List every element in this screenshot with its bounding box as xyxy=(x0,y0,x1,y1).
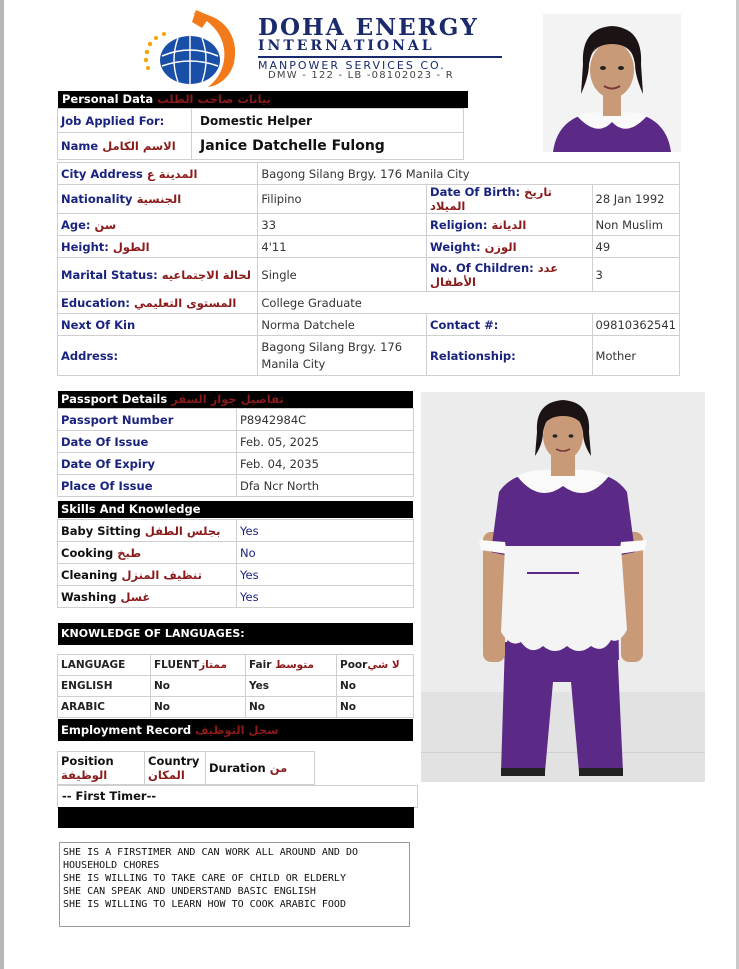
passport-place-value: Dfa Ncr North xyxy=(237,475,414,497)
skills-table xyxy=(57,519,414,608)
skill-row xyxy=(58,586,414,608)
skill-value: Yes xyxy=(237,564,414,586)
dob-label-ar: تاريخ الميلاد xyxy=(430,185,552,213)
emp-col-position-ar: الوظيفة xyxy=(61,768,108,782)
skill-value: Yes xyxy=(237,586,414,608)
children-value: 3 xyxy=(592,258,679,292)
emp-col-country-ar: المكان xyxy=(148,768,185,782)
lang-col-fair: Fair xyxy=(249,659,272,671)
relationship-label: Relationship: xyxy=(427,336,592,376)
lang-col-language: LANGUAGE xyxy=(58,655,151,676)
passport-expiry-label: Date Of Expiry xyxy=(58,453,237,475)
dob-label: Date Of Birth: xyxy=(430,185,521,199)
age-label: Age: xyxy=(61,217,91,232)
lang-col-poor: Poor xyxy=(340,659,368,671)
name-value: Janice Datchelle Fulong xyxy=(192,133,464,160)
passport-number-value: P8942984C xyxy=(237,409,414,431)
skill-label: Cooking xyxy=(61,545,114,560)
skill-row xyxy=(58,520,414,542)
full-body-photo xyxy=(421,392,705,782)
education-value: College Graduate xyxy=(258,292,680,314)
personal-data-header xyxy=(58,91,468,108)
skill-label-ar: بجلس الطفل xyxy=(144,523,221,538)
contact-value: 09810362541 xyxy=(592,314,679,336)
emp-col-country-cell xyxy=(145,752,206,785)
language-row xyxy=(58,697,414,718)
first-timer-text: -- First Timer-- xyxy=(62,789,157,803)
remark-line: SHE IS WILLING TO LEARN HOW TO COOK ARABIC FOOD xyxy=(63,899,346,910)
company-name-line2: INTERNATIONAL xyxy=(258,38,435,54)
weight-label: Weight: xyxy=(430,239,481,254)
employment-header-en: Employment Record xyxy=(61,723,192,737)
remark-line: SHE IS A FIRSTIMER AND CAN WORK ALL AROUND AND DO xyxy=(63,847,359,858)
address-value: Bagong Silang Brgy. 176 Manila City xyxy=(258,336,427,376)
language-name: ENGLISH xyxy=(58,676,151,697)
skill-label-ar: غسل xyxy=(120,589,151,604)
education-label: Education: xyxy=(61,295,130,310)
first-timer-row xyxy=(57,785,418,808)
city-label-ar: المدينة ع xyxy=(146,166,198,181)
personal-header-en: Personal Data xyxy=(62,92,154,106)
employment-table xyxy=(57,751,315,785)
skill-row xyxy=(58,542,414,564)
city-label-cell xyxy=(58,163,258,185)
employment-header-ar: سجل التوظيف xyxy=(195,723,279,737)
marital-label: Marital Status: xyxy=(61,267,158,282)
weight-label-ar: الوزن xyxy=(484,239,517,254)
skill-label: Washing xyxy=(61,589,117,604)
skill-label-ar: تنظيف المنزل xyxy=(121,567,202,582)
religion-label: Religion: xyxy=(430,217,488,232)
age-label-ar: سن xyxy=(94,217,117,232)
marital-label-ar: لحالة الاجتماعيه xyxy=(161,267,251,282)
company-divider xyxy=(258,56,502,58)
lang-col-fair-ar: متوسط xyxy=(275,659,315,671)
nationality-label-ar: الجنسية xyxy=(136,192,182,206)
name-label-cell xyxy=(58,133,192,160)
weight-label-cell xyxy=(427,236,592,258)
company-logo xyxy=(138,8,243,88)
language-fluent: No xyxy=(151,697,246,718)
language-fair: Yes xyxy=(246,676,337,697)
marital-value: Single xyxy=(258,258,427,292)
skill-label-ar: طبخ xyxy=(117,545,142,560)
emp-col-country: Country xyxy=(148,754,200,768)
name-label-ar: الاسم الكامل xyxy=(102,139,176,153)
relationship-value: Mother xyxy=(592,336,679,376)
language-name: ARABIC xyxy=(58,697,151,718)
job-label-cell xyxy=(58,109,192,133)
city-value: Bagong Silang Brgy. 176 Manila City xyxy=(258,163,680,185)
skill-label-cell xyxy=(58,542,237,564)
education-label-cell xyxy=(58,292,258,314)
nationality-label-cell xyxy=(58,185,258,214)
skill-label-cell xyxy=(58,520,237,542)
height-label: Height: xyxy=(61,239,109,254)
remarks-box xyxy=(59,842,410,927)
skill-label-cell xyxy=(58,564,237,586)
language-row xyxy=(58,676,414,697)
passport-issue-label: Date Of Issue xyxy=(58,431,237,453)
remark-line: HOUSEHOLD CHORES xyxy=(63,860,160,871)
lang-col-fluent: FLUENT xyxy=(154,659,200,671)
emp-col-duration: Duration xyxy=(209,761,266,775)
height-label-cell xyxy=(58,236,258,258)
skills-header: Skills And Knowledge xyxy=(58,501,413,518)
passport-place-label: Place Of Issue xyxy=(58,475,237,497)
languages-header: KNOWLEDGE OF LANGUAGES: xyxy=(58,623,413,645)
remark-line: SHE IS WILLING TO TAKE CARE OF CHILD OR ELDERLY xyxy=(63,873,346,884)
employment-footer-bar xyxy=(58,807,414,828)
skill-row xyxy=(58,564,414,586)
company-license: DMW - 122 - LB -08102023 - R xyxy=(268,70,454,81)
religion-label-cell xyxy=(427,214,592,236)
emp-col-duration-ar: من xyxy=(269,761,288,775)
dob-label-cell xyxy=(427,185,592,214)
lang-col-poor-cell xyxy=(337,655,414,676)
nationality-label: Nationality xyxy=(61,192,133,206)
job-label: Job Applied For: xyxy=(61,113,165,128)
left-edge xyxy=(0,0,4,969)
kin-label: Next Of Kin xyxy=(58,314,258,336)
dob-value: 28 Jan 1992 xyxy=(592,185,679,214)
marital-label-cell xyxy=(58,258,258,292)
religion-label-ar: الديانة xyxy=(491,217,527,232)
globe-logo-icon xyxy=(138,8,243,88)
passport-table xyxy=(57,408,414,497)
skill-value: No xyxy=(237,542,414,564)
language-poor: No xyxy=(337,697,414,718)
emp-col-position-cell xyxy=(58,752,145,785)
job-value: Domestic Helper xyxy=(192,109,464,133)
remark-line: SHE CAN SPEAK AND UNDERSTAND BASIC ENGLISH xyxy=(63,886,316,897)
lang-col-fluent-cell xyxy=(151,655,246,676)
address-label: Address: xyxy=(58,336,258,376)
skill-label-cell xyxy=(58,586,237,608)
lang-col-poor-ar: لا شي xyxy=(367,659,400,671)
kin-value: Norma Datchele xyxy=(258,314,427,336)
contact-label: Contact #: xyxy=(427,314,592,336)
lang-col-fluent-ar: ممتاز xyxy=(199,659,227,671)
employment-header xyxy=(58,719,413,741)
height-value: 4'11 xyxy=(258,236,427,258)
lang-col-fair-cell xyxy=(246,655,337,676)
language-fluent: No xyxy=(151,676,246,697)
age-label-cell xyxy=(58,214,258,236)
children-label-cell xyxy=(427,258,592,292)
weight-value: 49 xyxy=(592,236,679,258)
emp-col-duration-cell xyxy=(206,752,315,785)
skill-value: Yes xyxy=(237,520,414,542)
name-label: Name xyxy=(61,139,99,153)
passport-expiry-value: Feb. 04, 2035 xyxy=(237,453,414,475)
company-name-line1: DOHA ENERGY xyxy=(258,14,479,41)
company-name-line3: MANPOWER SERVICES CO. xyxy=(258,59,446,72)
children-label: No. Of Children: xyxy=(430,260,534,275)
languages-table xyxy=(57,654,414,718)
language-fair: No xyxy=(246,697,337,718)
nationality-value: Filipino xyxy=(258,185,427,214)
portrait-photo xyxy=(543,14,681,152)
passport-header-en: Passport Details xyxy=(61,392,168,406)
skill-label: Cleaning xyxy=(61,567,118,582)
passport-issue-value: Feb. 05, 2025 xyxy=(237,431,414,453)
language-poor: No xyxy=(337,676,414,697)
job-name-table xyxy=(57,108,464,160)
passport-number-label: Passport Number xyxy=(58,409,237,431)
details-table xyxy=(57,162,680,376)
religion-value: Non Muslim xyxy=(592,214,679,236)
education-label-ar: المستوى التعليمي xyxy=(134,295,237,310)
emp-col-position: Position xyxy=(61,754,114,768)
children-label-ar: عدد الأطفال xyxy=(430,260,559,289)
age-value: 33 xyxy=(258,214,427,236)
passport-header xyxy=(58,391,413,408)
passport-header-ar: تفاصيل جواز السفر xyxy=(171,392,284,406)
skill-label: Baby Sitting xyxy=(61,523,141,538)
city-label: City Address xyxy=(61,166,143,181)
personal-header-ar: بيانات صاحب الطلب xyxy=(157,92,271,106)
height-label-ar: الطول xyxy=(112,239,150,254)
